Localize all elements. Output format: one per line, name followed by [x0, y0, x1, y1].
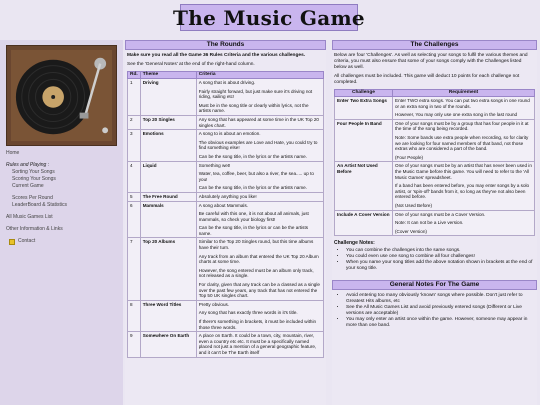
rounds-intro-2: See the 'General Notes' at the end of the right-hand column. [127, 62, 255, 67]
requirement-text: Note: Some bands use extra people when recording, so for clarity we are looking for four named members of that band, not those extras who are considered a part of the band. [395, 134, 529, 152]
round-number: 6 [128, 201, 141, 238]
challenge-name: Include A Cover Version [335, 210, 393, 236]
criteria-text: Any song that has exactly three words in it's title. [198, 310, 298, 316]
challenges-table [334, 89, 535, 236]
criteria-text: A song to is about an emotion. [198, 131, 261, 137]
requirement-text: However, You may only use one extra song in the last round [395, 112, 518, 118]
criteria-text: Water, tea, coffee, beer, but also a river, the sea..... up to you! [198, 171, 314, 182]
round-row [128, 192, 324, 201]
criteria-text: Be careful with this one, it is not about all animals, just mammals, so check your biology first! [198, 211, 309, 222]
round-criteria [196, 192, 323, 201]
criteria-text: Pretty obvious. [198, 301, 230, 307]
round-criteria [196, 300, 323, 331]
challenge-name: Enter Two Extra Songs [335, 97, 393, 120]
round-criteria [196, 238, 323, 300]
nav-other-info[interactable]: Other Information & Links [6, 226, 63, 232]
rounds-panel [125, 40, 326, 405]
general-notes [334, 293, 535, 329]
nav-contact-label[interactable]: Contact [18, 238, 36, 244]
round-theme: Top 20 Albums [140, 238, 196, 300]
site-title: The Music Game [173, 5, 365, 30]
round-theme: Mammals [140, 201, 196, 238]
sidebar-nav [6, 150, 121, 245]
criteria-text: If there's something in brackets, it must be included within those three words. [198, 319, 317, 330]
criteria-text: A song that is about driving. [198, 80, 256, 85]
challenge-notes [334, 248, 535, 272]
site-banner [173, 4, 365, 31]
round-criteria [196, 161, 323, 192]
requirement-text: One of your songs must be by a group that has four people in it at the time of the song being recorded. [395, 120, 529, 132]
requirement-text: (Not Used Before) [395, 202, 433, 208]
requirement-text: (Cover Version) [395, 228, 427, 234]
challenges-intro-2: All challenges must be included. This game will deduct 10 points for each challenge not completed. [334, 74, 520, 85]
round-criteria [196, 201, 323, 238]
round-number: 7 [128, 238, 141, 300]
col-theme: Theme [140, 72, 196, 79]
round-number: 1 [128, 79, 141, 116]
round-number: 8 [128, 300, 141, 331]
rounds-intro: Make sure you read all the Game 36 Rules Criteria and the various challenges. [127, 53, 306, 58]
round-theme: Somewhere On Earth [140, 332, 196, 357]
criteria-text: Can be the song title, in the lyrics or the artists name. [198, 153, 307, 159]
round-number: 3 [128, 130, 141, 161]
challenge-row [335, 162, 535, 210]
rounds-table [127, 71, 324, 358]
nav-rules-heading: Rules and Playing : [6, 162, 50, 168]
challenge-name: Four People In Band [335, 119, 393, 162]
criteria-text: Can be the song title, in the lyrics or the artists name. [198, 185, 307, 191]
round-criteria [196, 332, 323, 357]
criteria-text: Can be the song title, in the lyrics or can be the artists name. [198, 225, 309, 236]
requirement-text: (Four People) [395, 154, 424, 160]
round-theme: Driving [140, 79, 196, 116]
challenge-name: An Artist Not Used Before [335, 162, 393, 210]
round-criteria [196, 130, 323, 161]
round-number: 4 [128, 161, 141, 192]
criteria-text: Similar to the Top 20 Singles round, but this time albums have their turn. [198, 239, 314, 251]
challenge-note: • When you name your song titles add the above notation shown in brackets at the end of your song title. [346, 260, 535, 272]
challenge-requirement [393, 97, 535, 120]
contact-icon [9, 239, 15, 245]
criteria-text: Fairly straight forward, but just make sure it's driving not riding, sailing etc! [198, 88, 313, 100]
sidebar [0, 40, 123, 405]
nav-scoring-songs[interactable]: Scoring Your Songs [12, 176, 56, 182]
challenges-intro: Below are four 'Challenges'. As well as selecting your songs to fulfil the various themes and criteria, you must also ensure that some of your songs comply with the Challenges listed below as well. [334, 53, 528, 70]
requirement-text: One of your songs must be by an artist that has never been used in the Music Game before this game. You will need to refer to the 'All Music Games' spreadsheet. [395, 163, 532, 180]
challenge-requirement [393, 210, 535, 236]
general-note: • You may only enter an artist once within the game. However, someone may appear in more than one band. [346, 317, 535, 329]
general-notes-header: General Notes For The Game [332, 280, 537, 290]
col-criteria: Criteria [196, 72, 323, 79]
nav-leaderboard[interactable]: LeaderBoard & Statistics [12, 202, 68, 208]
requirement-text: Note: It can not be a Live version. [395, 220, 464, 226]
challenges-header: The Challenges [332, 40, 537, 50]
challenge-note: • You can combine the challenges into the same songs. [346, 248, 535, 254]
col-requirement: Requirement [393, 90, 535, 97]
round-number: 2 [128, 115, 141, 129]
criteria-text: Absolutely anything you like! [198, 193, 257, 199]
requirement-text: Enter TWO extra songs. You can put two extra songs in one round or an extra song in two of the rounds. [395, 98, 530, 109]
challenge-notes-title: Challenge Notes: [334, 240, 375, 247]
general-note: • Avoid entering too many obviously 'known' songs where possible. Don't just refer to Greatest Hits albums, etc [346, 293, 535, 305]
round-theme: The Free Round [140, 192, 196, 201]
criteria-text: Something wet! [198, 162, 231, 168]
challenge-row [335, 119, 535, 162]
criteria-text: A place on Earth. It could be a town, city, mountain, river, even a country etc etc. It must be a specifically named placed not just a mention of a general geographic feature, and it can't be The Earth itself [198, 333, 317, 355]
round-row [128, 79, 324, 116]
round-row [128, 130, 324, 161]
requirement-text: One of your songs must be a Cover Version. [395, 211, 486, 217]
nav-scores-per-round[interactable]: Scores Per Round [12, 195, 53, 201]
criteria-text: However, the song entered must be an album only track, not released as a single. [198, 267, 314, 279]
turntable-image [6, 45, 117, 146]
round-row [128, 238, 324, 300]
nav-all-music-games[interactable]: All Music Games List [6, 214, 53, 220]
challenge-requirement [393, 119, 535, 162]
challenge-row [335, 97, 535, 120]
nav-contact[interactable] [6, 238, 121, 245]
rounds-header: The Rounds [125, 40, 326, 50]
criteria-text: Must be in the song title or clearly within lyrics, not the artists name. [198, 102, 309, 114]
nav-home[interactable]: Home [6, 150, 20, 156]
challenge-row [335, 210, 535, 236]
challenge-requirement [393, 162, 535, 210]
round-theme: Top 20 Singles [140, 115, 196, 129]
challenge-note: • You could even use one song to combine all four challenges! [346, 254, 535, 260]
round-number: 5 [128, 192, 141, 201]
round-criteria [196, 115, 323, 129]
right-column [332, 40, 537, 405]
round-row [128, 300, 324, 331]
round-number: 9 [128, 332, 141, 357]
round-row [128, 201, 324, 238]
nav-current-game[interactable]: Current Game [12, 183, 44, 189]
round-row [128, 115, 324, 129]
general-note: • See the All Music Games List and avoid previously entered songs (Different or Live versions are acceptable) [346, 305, 535, 317]
criteria-text: Any song that has appeared at some time in the UK Top 20 singles chart. [198, 116, 319, 128]
col-rd: Rd. [128, 72, 141, 79]
col-challenge: Challenge [335, 90, 393, 97]
round-theme: Three Word Titles [140, 300, 196, 331]
round-row [128, 332, 324, 357]
criteria-text: The obvious examples are Love and Hate, you could try to find something else! [198, 139, 318, 151]
round-criteria [196, 79, 323, 116]
round-theme: Liquid [140, 161, 196, 192]
criteria-text: Any track from an album that entered the UK Top 20 Album charts at some time. [198, 253, 319, 265]
nav-sorting-songs[interactable]: Sorting Your Songs [12, 169, 55, 175]
round-row [128, 161, 324, 192]
round-theme: Emotions [140, 130, 196, 161]
criteria-text: For clarity, given that any track can be a classed as a single over the past few years, any track that has not entered the Top 50 UK singles chart. [198, 282, 320, 299]
criteria-text: A song about Mammals. [198, 202, 249, 208]
requirement-text: If a band has been entered before, you may enter songs by a solo artist, or 'spin-off' bands from it, so long as they've not also been entered before. [395, 183, 530, 200]
